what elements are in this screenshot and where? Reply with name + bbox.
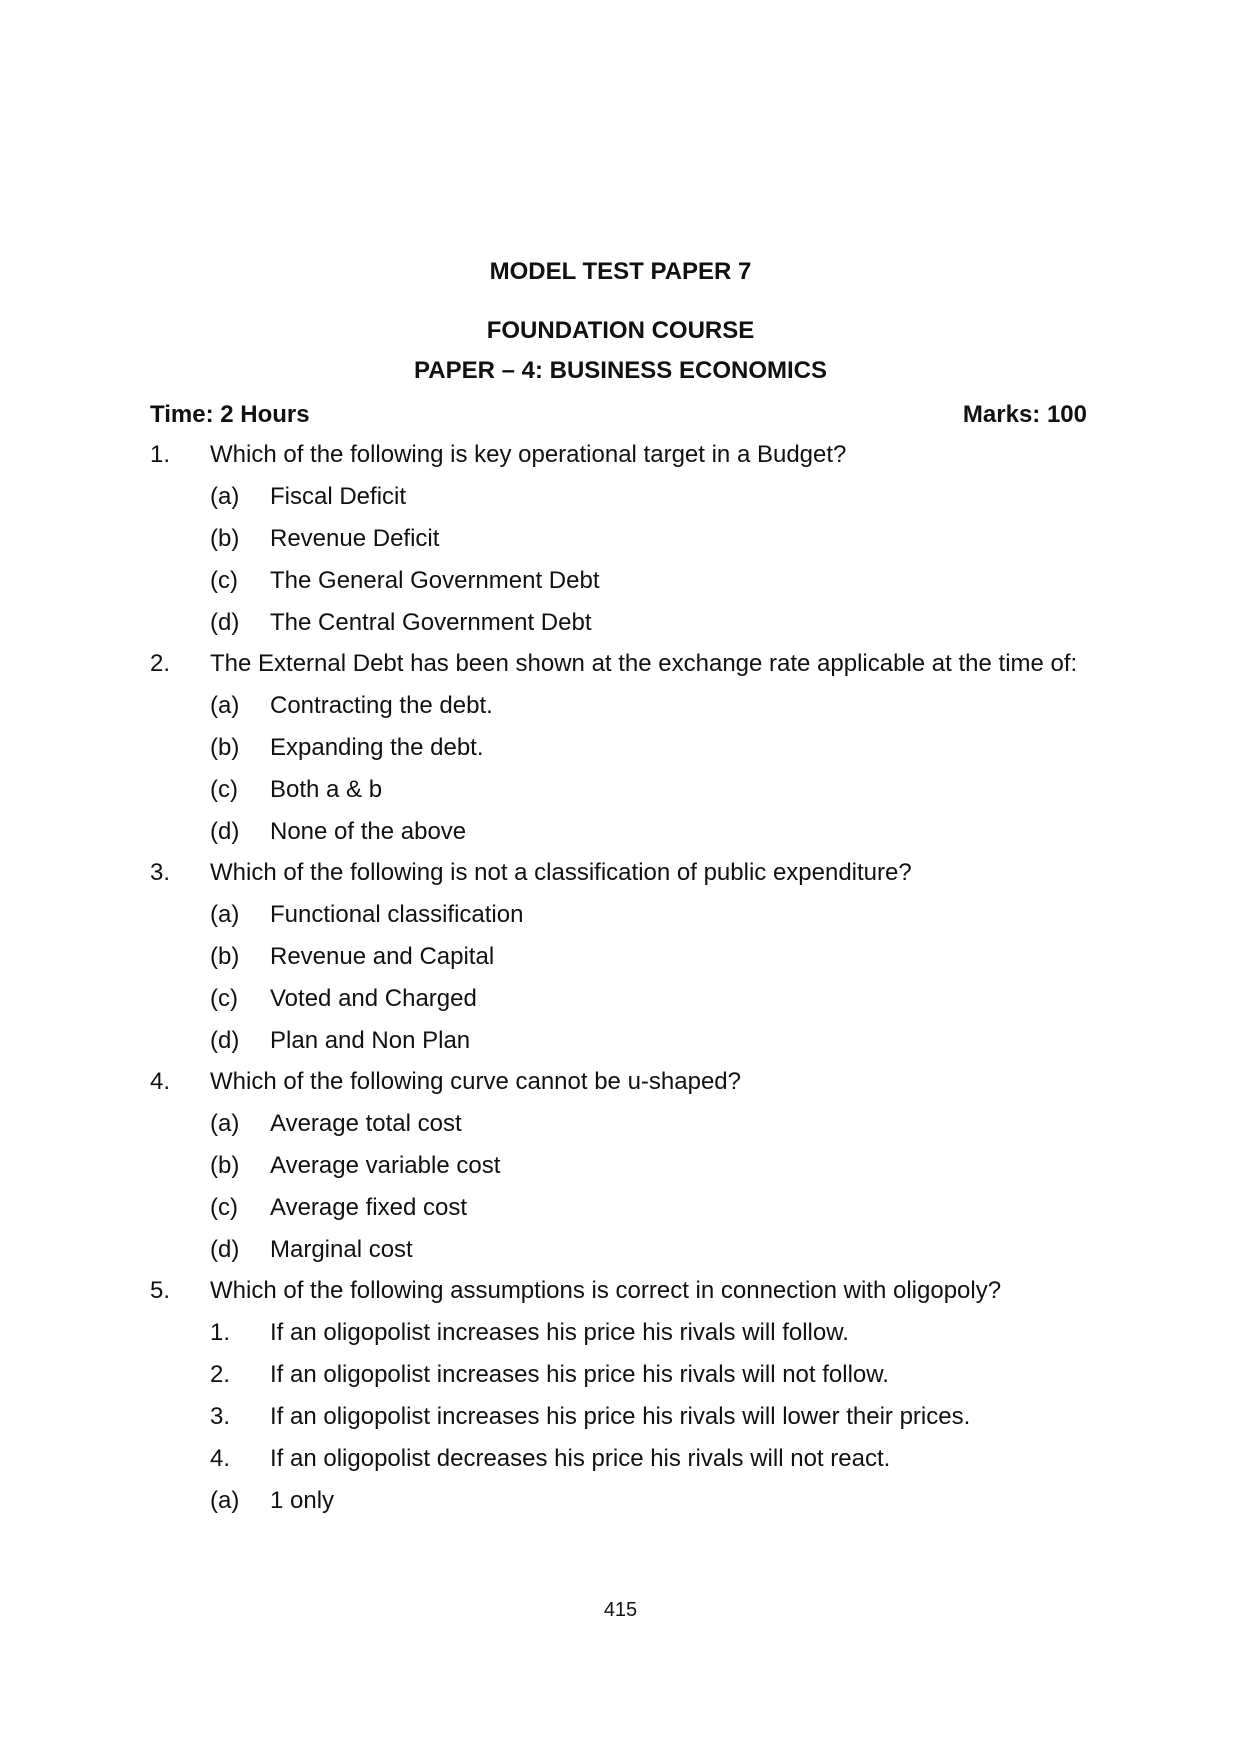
question-stem: [150, 1067, 1087, 1096]
option-label: (a): [210, 901, 240, 928]
option-label: (d): [210, 609, 240, 636]
exam-time: Time: 2 Hours: [150, 401, 310, 428]
option-item: [150, 1193, 1087, 1222]
page-number: 415: [603, 1599, 638, 1621]
option-label: (c): [210, 567, 238, 594]
option-text: Plan and Non Plan: [270, 1027, 471, 1054]
option-label: (c): [210, 1194, 238, 1221]
option-item: [150, 775, 1087, 804]
option-list: [150, 1318, 1087, 1515]
option-text: None of the above: [270, 818, 467, 845]
option-text: Functional classification: [270, 901, 524, 928]
statement-text: If an oligopolist decreases his price his rivals will not react.: [270, 1445, 891, 1472]
option-item: [150, 900, 1087, 929]
question-3: [150, 858, 1087, 1055]
question-number: 5.: [150, 1277, 171, 1304]
option-label: (d): [210, 1027, 240, 1054]
statement-text: If an oligopolist increases his price his rivals will not follow.: [270, 1361, 889, 1388]
course-title: FOUNDATION COURSE: [486, 317, 755, 344]
statement-label: 1.: [210, 1319, 231, 1346]
option-label: (c): [210, 985, 238, 1012]
question-text: The External Debt has been shown at the exchange rate applicable at the time of:: [210, 650, 1078, 677]
statement-label: 4.: [210, 1445, 231, 1472]
option-item: [150, 1109, 1087, 1138]
option-text: Contracting the debt.: [270, 692, 493, 719]
option-text: Average variable cost: [270, 1152, 501, 1179]
option-item: [150, 942, 1087, 971]
option-label: (b): [210, 734, 240, 761]
option-text: Expanding the debt.: [270, 734, 484, 761]
option-text: The General Government Debt: [270, 567, 600, 594]
option-item: [150, 984, 1087, 1013]
option-label: (a): [210, 1487, 240, 1514]
paper-title: MODEL TEST PAPER 7: [489, 258, 752, 285]
option-text: Revenue Deficit: [270, 525, 440, 552]
option-list: [150, 1109, 1087, 1264]
question-5: [150, 1276, 1087, 1515]
exam-marks: Marks: 100: [962, 401, 1087, 428]
option-item: [150, 566, 1087, 595]
option-text: Fiscal Deficit: [270, 483, 407, 510]
option-item: [150, 1151, 1087, 1180]
statement-item: [150, 1360, 1087, 1389]
option-text: 1 only: [270, 1487, 335, 1514]
question-2: [150, 649, 1087, 846]
option-list: [150, 482, 1087, 637]
exam-meta: [150, 400, 1087, 430]
option-item: [150, 733, 1087, 762]
option-item: [150, 1486, 1087, 1515]
statement-text: If an oligopolist increases his price his rivals will lower their prices.: [270, 1403, 971, 1430]
option-text: Revenue and Capital: [270, 943, 495, 970]
option-text: Average total cost: [270, 1110, 462, 1137]
statement-text: If an oligopolist increases his price his rivals will follow.: [270, 1319, 849, 1346]
option-item: [150, 1026, 1087, 1055]
question-number: 4.: [150, 1068, 171, 1095]
question-1: [150, 440, 1087, 637]
option-label: (b): [210, 943, 240, 970]
option-label: (d): [210, 818, 240, 845]
question-text: Which of the following is not a classification of public expenditure?: [210, 859, 912, 886]
option-text: Marginal cost: [270, 1236, 413, 1263]
option-label: (b): [210, 525, 240, 552]
option-label: (b): [210, 1152, 240, 1179]
option-text: Average fixed cost: [270, 1194, 468, 1221]
option-label: (a): [210, 692, 240, 719]
option-item: [150, 608, 1087, 637]
option-item: [150, 1235, 1087, 1264]
question-stem: [150, 649, 1087, 678]
statement-item: [150, 1444, 1087, 1473]
option-text: Both a & b: [270, 776, 383, 803]
question-number: 1.: [150, 441, 171, 468]
statement-label: 3.: [210, 1403, 231, 1430]
option-list: [150, 691, 1087, 846]
paper-subject: PAPER – 4: BUSINESS ECONOMICS: [414, 357, 827, 384]
question-number: 3.: [150, 859, 171, 886]
option-item: [150, 524, 1087, 553]
option-label: (a): [210, 1110, 240, 1137]
question-stem: [150, 858, 1087, 887]
statement-item: [150, 1318, 1087, 1347]
option-text: The Central Government Debt: [270, 609, 592, 636]
question-list: [150, 440, 1087, 1515]
option-text: Voted and Charged: [270, 985, 477, 1012]
option-item: [150, 817, 1087, 846]
question-text: Which of the following curve cannot be u-shaped?: [210, 1068, 741, 1095]
question-text: Which of the following is key operational target in a Budget?: [210, 441, 847, 468]
question-text: Which of the following assumptions is correct in connection with oligopoly?: [210, 1277, 1002, 1304]
statement-item: [150, 1402, 1087, 1431]
option-list: [150, 900, 1087, 1055]
question-stem: [150, 1276, 1087, 1305]
option-label: (a): [210, 483, 240, 510]
question-4: [150, 1067, 1087, 1264]
option-item: [150, 691, 1087, 720]
statement-label: 2.: [210, 1361, 231, 1388]
question-stem: [150, 440, 1087, 469]
option-label: (c): [210, 776, 238, 803]
question-number: 2.: [150, 650, 171, 677]
option-item: [150, 482, 1087, 511]
option-label: (d): [210, 1236, 240, 1263]
